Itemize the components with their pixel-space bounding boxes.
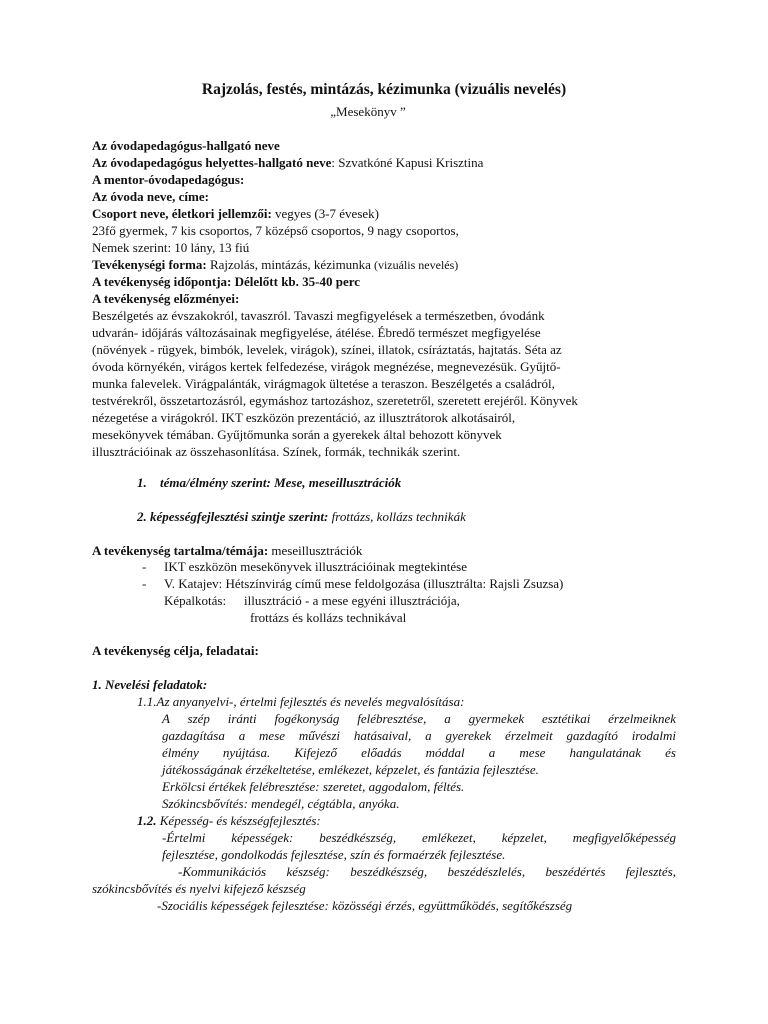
ertelmi-line-1: -Értelmi képességek: beszédkészség, emlékezet, képzelet, megfigyelőképesség bbox=[162, 830, 676, 845]
csoport-line-2: 23fő gyermek, 7 kis csoportos, 7 középső csoportos, 9 nagy csoportos, bbox=[92, 223, 459, 238]
neveles-text-line: élmény nyújtása. Kifejező előadás móddal a mese hangulatának és bbox=[162, 745, 676, 760]
forma-line bbox=[92, 256, 458, 274]
paragraph-line: munka falevelek. Virágpalánták, virágmagok ültetése a teraszon. Beszélgetés a családról, bbox=[92, 376, 555, 391]
elozmeny-label: A tevékenység előzményei: bbox=[92, 291, 240, 306]
numbered-item-2-number: 2. bbox=[137, 509, 147, 524]
hallgato-label: Az óvodapedagógus-hallgató neve bbox=[92, 138, 280, 153]
kepalkotas-line-1: illusztráció - a mese egyéni illusztrációja, bbox=[244, 593, 460, 608]
numbered-item-1-number: 1. bbox=[137, 475, 147, 490]
cel-label: A tevékenység célja, feladatai: bbox=[92, 643, 259, 658]
ovoda-label: Az óvoda neve, címe: bbox=[92, 189, 209, 204]
forma-label: Tevékenységi forma: bbox=[92, 257, 207, 272]
szocialis-line: -Szociális képességek fejlesztése: közösségi érzés, együttműködés, segítőkészség bbox=[157, 898, 573, 913]
helyettes-value: : Szvatkóné Kapusi Krisztina bbox=[331, 155, 484, 170]
numbered-item-2-line bbox=[137, 508, 466, 525]
idopont-value: Délelőtt kb. 35-40 perc bbox=[231, 274, 361, 289]
csoport-line-3: Nemek szerint: 10 lány, 13 fiú bbox=[92, 240, 250, 255]
kepalkotas-line-2: frottázs és kollázs technikával bbox=[250, 610, 407, 625]
page-subtitle: „Mesekönyv ” bbox=[330, 104, 406, 119]
kepalkotas-label: Képalkotás: bbox=[164, 593, 227, 608]
ertelmi-line-2: fejlesztése, gondolkodás fejlesztése, szín és formaérzék fejlesztése. bbox=[162, 847, 506, 862]
forma-small: (vizuális nevelés) bbox=[370, 258, 459, 272]
paragraph-line: Beszélgetés az évszakokról, tavaszról. Tavaszi megfigyelések a természetben, óvodánk bbox=[92, 308, 545, 323]
neveles-text-line: játékosságának érzékeltetése, emlékezet, képzelet, és fantázia fejlesztése. bbox=[162, 762, 539, 777]
neveles-sub-1: 1.1.Az anyanyelvi-, értelmi fejlesztés és nevelés megvalósítása: bbox=[137, 694, 465, 709]
neveles-sub-2-label: Képesség- és készségfejlesztés: bbox=[156, 813, 321, 828]
neveles-text-line: A szép iránti fogékonyság felébresztése, a gyermekek esztétikai érzelmeiknek bbox=[162, 711, 676, 726]
mentor-label: A mentor-óvodapedagógus: bbox=[92, 172, 245, 187]
forma-value: Rajzolás, mintázás, kézimunka bbox=[206, 257, 371, 272]
paragraph-line: nézegetése a virágokról. IKT eszközön prezentáció, az illusztrátorok alkotásairól, bbox=[92, 410, 516, 425]
idopont-label: A tevékenység időpontja: bbox=[92, 274, 232, 289]
bullet-dash: - bbox=[142, 559, 147, 574]
bullet-dash: - bbox=[142, 576, 147, 591]
tartalom-value: meseillusztrációk bbox=[268, 543, 363, 558]
szokincs-line: Szókincsbővítés: mendegél, cégtábla, anyóka. bbox=[162, 796, 400, 811]
neveles-sub-2-number: 1.2. bbox=[137, 813, 157, 828]
idopont-line bbox=[92, 273, 360, 290]
neveles-text-line: gazdagítása a mese művészi hatásaival, a gyerekek érzelmeit gazdagító irodalmi bbox=[162, 728, 676, 743]
paragraph-line: testvérekről, összetartozásról, egymáshoz tartozáshoz, szeretetről, szeretett erejéről. Könyvek bbox=[92, 393, 578, 408]
komm-line-2: szókincsbővítés és nyelvi kifejező készség bbox=[92, 881, 306, 896]
erkolcsi-line: Erkölcsi értékek felébresztése: szeretet, aggodalom, féltés. bbox=[162, 779, 465, 794]
neveles-heading: 1. Nevelési feladatok: bbox=[92, 677, 208, 692]
komm-line-1: -Kommunikációs készség: beszédkészség, beszédészlelés, beszédértés fejlesztés, bbox=[178, 864, 676, 879]
numbered-item-2-value: frottázs, kollázs technikák bbox=[328, 509, 466, 524]
neveles-sub-2 bbox=[137, 812, 321, 829]
csoport-value: vegyes (3-7 évesek) bbox=[271, 206, 379, 221]
helyettes-label: Az óvodapedagógus helyettes-hallgató neve bbox=[92, 155, 332, 170]
page-title: Rajzolás, festés, mintázás, kézimunka (vizuális nevelés) bbox=[201, 81, 567, 98]
paragraph-line: illusztrációinak az összehasonlítása. Színek, formák, technikák szerint. bbox=[92, 444, 461, 459]
tartalom-bullet-1: IKT eszközön mesekönyvek illusztrációinak megtekintése bbox=[164, 559, 467, 574]
helyettes-line bbox=[92, 154, 483, 171]
paragraph-line: óvoda környékén, virágos kertek felfedezése, virágok megnézése, megnevezésük. Gyűjtő- bbox=[92, 359, 561, 374]
paragraph-line: mesekönyvek témában. Gyűjtőmunka során a gyerekek által behozott könyvek bbox=[92, 427, 502, 442]
paragraph-line: (növények - rügyek, bimbók, levelek, virágok), színei, illatok, csíráztatás, hajtatás. Séta az bbox=[92, 342, 562, 357]
csoport-label: Csoport neve, életkori jellemzői: bbox=[92, 206, 272, 221]
paragraph-line: udvarán- időjárás változásainak megfigyelése, átélése. Ébredő természet megfigyelése bbox=[92, 325, 541, 340]
tartalom-bullet-2: V. Katajev: Hétszínvirág című mese feldolgozása (illusztrálta: Rajsli Zsuzsa) bbox=[164, 576, 564, 591]
csoport-line bbox=[92, 205, 379, 222]
numbered-item-1: téma/élmény szerint: Mese, meseillusztrációk bbox=[160, 475, 402, 490]
tartalom-label: A tevékenység tartalma/témája: bbox=[92, 543, 269, 558]
tartalom-line bbox=[92, 542, 362, 559]
numbered-item-2-label: képességfejlesztési szintje szerint: bbox=[150, 509, 329, 524]
